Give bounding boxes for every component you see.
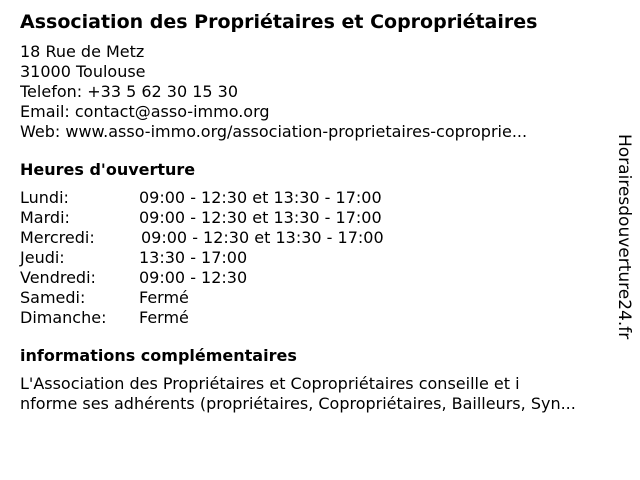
time-value: Fermé (139, 308, 189, 327)
info-heading: informations complémentaires (20, 346, 297, 365)
hours-table (20, 188, 620, 328)
web-line[interactable]: Web: www.asso-immo.org/association-proprietaires-coproprie... (20, 122, 528, 141)
hours-row-sunday (20, 308, 620, 328)
day-label: Mercredi: (20, 228, 95, 247)
address-street: 18 Rue de Metz (20, 42, 145, 61)
day-label: Dimanche: (20, 308, 107, 327)
day-label: Samedi: (20, 288, 86, 307)
email-line[interactable]: Email: contact@asso-immo.org (20, 102, 270, 121)
hours-row-friday (20, 268, 620, 288)
time-value: 13:30 - 17:00 (139, 248, 248, 267)
time-value: 09:00 - 12:30 et 13:30 - 17:00 (139, 208, 382, 227)
hours-row-wednesday (20, 228, 620, 248)
hours-row-thursday (20, 248, 620, 268)
hours-heading: Heures d'ouverture (20, 160, 196, 179)
hours-row-tuesday (20, 208, 620, 228)
time-value: 09:00 - 12:30 et 13:30 - 17:00 (139, 188, 382, 207)
time-value: Fermé (139, 288, 189, 307)
business-name: Association des Propriétaires et Copropriétaires (20, 11, 538, 33)
site-watermark: Horairesdouverture24.fr (614, 134, 634, 340)
business-card (20, 10, 620, 414)
info-description (20, 374, 620, 414)
address-city: 31000 Toulouse (20, 62, 146, 81)
info-line: nforme ses adhérents (propriétaires, Copropriétaires, Bailleurs, Syn... (20, 394, 576, 413)
day-label: Mardi: (20, 208, 70, 227)
day-label: Jeudi: (20, 248, 65, 267)
info-line: L'Association des Propriétaires et Copropriétaires conseille et i (20, 374, 520, 393)
time-value: 09:00 - 12:30 (139, 268, 248, 287)
hours-row-monday (20, 188, 620, 208)
phone-line[interactable]: Telefon: +33 5 62 30 15 30 (20, 82, 239, 101)
contact-block (20, 42, 620, 142)
time-value: 09:00 - 12:30 et 13:30 - 17:00 (141, 228, 384, 247)
day-label: Lundi: (20, 188, 69, 207)
day-label: Vendredi: (20, 268, 96, 287)
hours-row-saturday (20, 288, 620, 308)
